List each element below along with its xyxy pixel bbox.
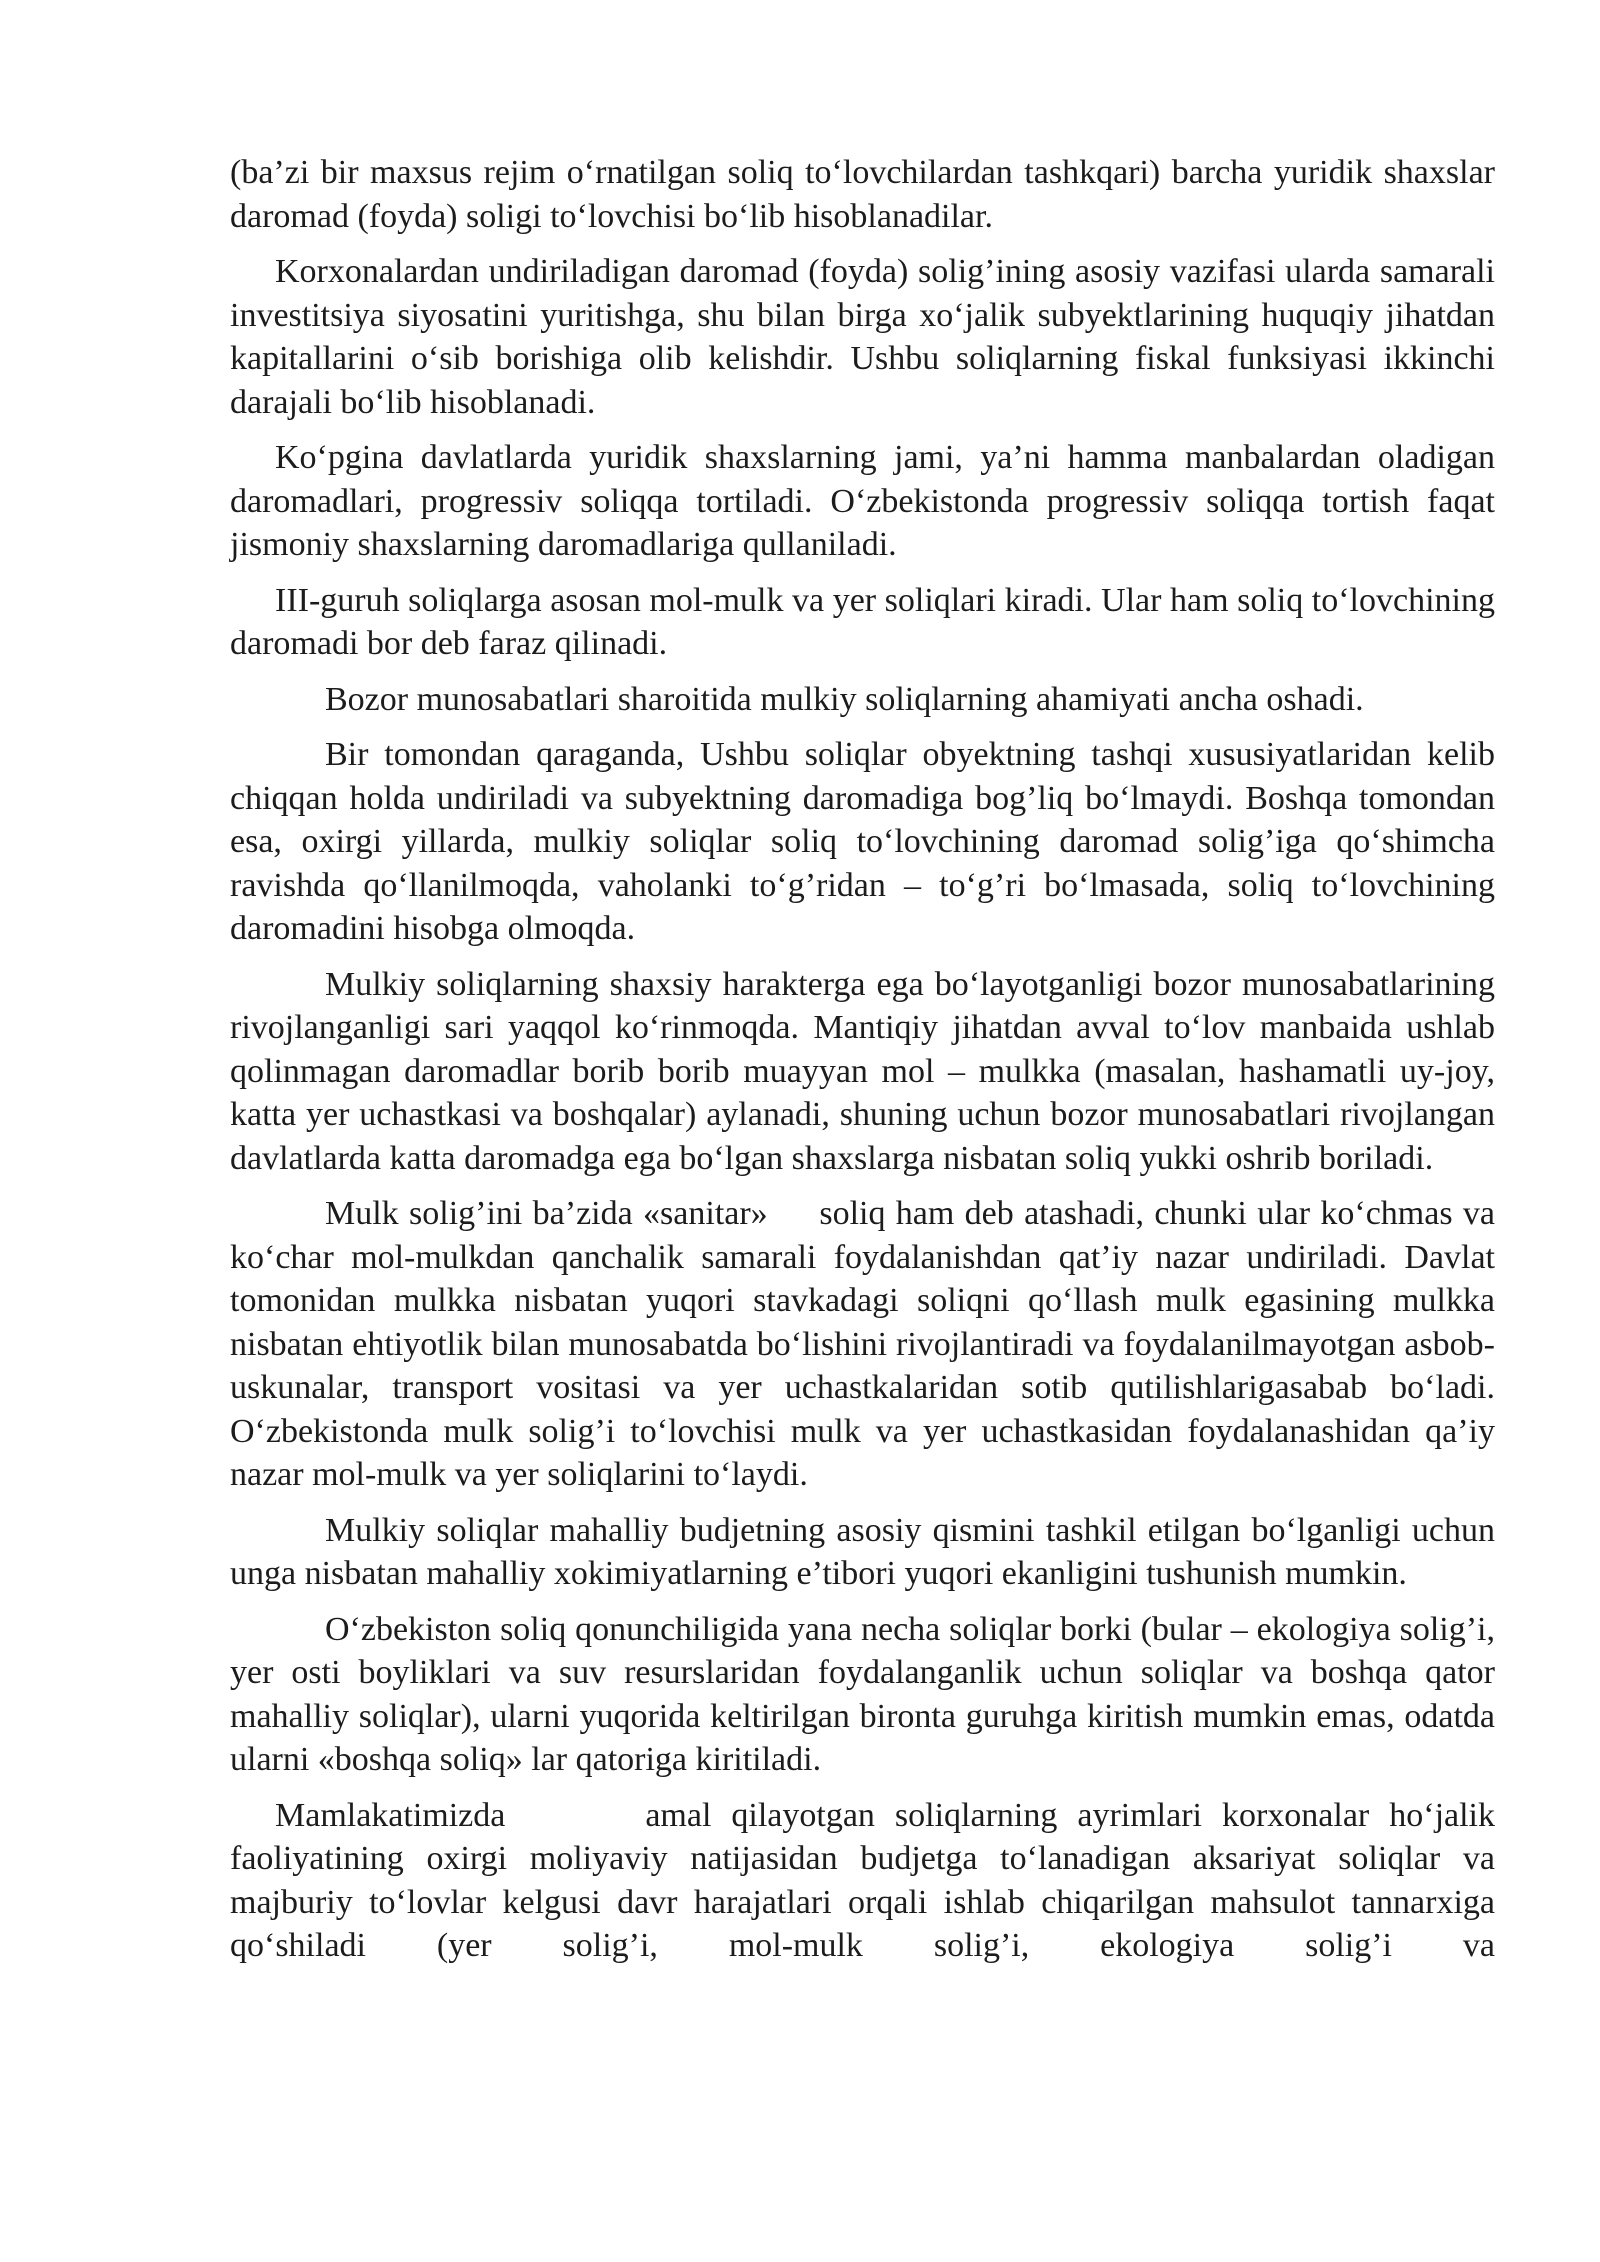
paragraph-10: O‘zbekiston soliq qonunchiligida yana necha soliqlar borki (bular – ekologiya solig’i, yer osti boyliklari va suv resurslaridan foydalanganlik uchun soliqlar va boshqa qator mahalliy soliqlar), ularni yuqorida keltirilgan bironta guruhga kiritish mumkin emas, odatda ularni «boshqa soliq» lar qatoriga kiritiladi. (230, 1610, 1495, 1778)
paragraph-11: Mamlakatimizda amal qilayotgan soliqlarning ayrimlari korxonalar ho‘jalik faoliyatining oxirgi moliyaviy natijasidan budjetga to‘lanadigan aksariyat soliqlar va majburiy to‘lovlar kelgusi davr harajatlari orqali ishlab chiqarilgan mahsulot tannarxiga qo‘shiladi (yer solig’i, mol-mulk solig’i, ekologiya solig’i va (230, 1796, 1504, 1964)
paragraph-9: Mulkiy soliqlar mahalliy budjetning asosiy qismini tashkil etilgan bo‘lganligi uchun unga nisbatan mahalliy xokimiyatlarning e’tibori yuqori ekanligini tushunish mumkin. (230, 1511, 1495, 1592)
paragraph-1: (ba’zi bir maxsus rejim o‘rnatilgan soliq to‘lovchilardan tashkqari) barcha yuridik shaxslar daromad (foyda) soligi to‘lovchisi bo‘lib hisoblanadilar. (230, 154, 1495, 235)
paragraph-2: Korxonalardan undiriladigan daromad (foyda) solig’ining asosiy vazifasi ularda samarali investitsiya siyosatini yuritishga, shu bilan birga xo‘jalik subyektlarining huquqiy jihatdan kapitallarini o‘sib borishiga olib kelishdir. Ushbu soliqlarning fiskal funksiyasi ikkinchi darajali bo‘lib hisoblanadi. (230, 253, 1495, 421)
document-page (230, 151, 1504, 1968)
paragraph-5: Bozor munosabatlari sharoitida mulkiy soliqlarning ahamiyati ancha oshadi. (325, 680, 1364, 718)
paragraph-6: Bir tomondan qaraganda, Ushbu soliqlar obyektning tashqi xususiyatlaridan kelib chiqqan holda undiriladi va subyektning daromadiga bog’liq bo‘lmaydi. Boshqa tomondan esa, oxirgi yillarda, mulkiy soliqlar soliq to‘lovchining daromad solig’iga qo‘shimcha ravishda qo‘llanilmoqda, vaholanki to‘g’ridan – to‘g’ri bo‘lmasada, soliq to‘lovchining daromadini hisobga olmoqda. (230, 736, 1495, 947)
paragraph-7: Mulkiy soliqlarning shaxsiy harakterga ega bo‘layotganligi bozor munosabatlarining rivojlanganligi sari yaqqol ko‘rinmoqda. Mantiqiy jihatdan avval to‘lov manbaida ushlab qolinmagan daromadlar borib borib muayyan mol – mulkka (masalan, hashamatli uy-joy, katta yer uchastkasi va boshqalar) aylanadi, shuning uchun bozor munosabatlari rivojlangan davlatlarda katta daromadga ega bo‘lgan shaxslarga nisbatan soliq yukki oshrib boriladi. (230, 965, 1495, 1177)
paragraph-3: Ko‘pgina davlatlarda yuridik shaxslarning jami, ya’ni hamma manbalardan oladigan daromadlari, progressiv soliqqa tortiladi. O‘zbekistonda progressiv soliqqa tortish faqat jismoniy shaxslarning daromadlariga qullaniladi. (230, 439, 1495, 563)
paragraph-8: Mulk solig’ini ba’zida «sanitar» soliq ham deb atashadi, chunki ular ko‘chmas va ko‘char mol-mulkdan qanchalik samarali foydalanishdan qat’iy nazar undiriladi. Davlat tomonidan mulkka nisbatan yuqori stavkadagi soliqni qo‘llash mulk egasining mulkka nisbatan ehtiyotlik bilan munosabatda bo‘lishini rivojlantiradi va foydalanilmayotgan asbob-uskunalar, transport vositasi va yer uchastkalaridan sotib qutilishlarigasabab bo‘ladi. O‘zbekistonda mulk solig’i to‘lovchisi mulk va yer uchastkasidan foydalanashidan qa’iy nazar mol-mulk va yer soliqlarini to‘laydi. (230, 1195, 1504, 1493)
paragraph-4: III-guruh soliqlarga asosan mol-mulk va yer soliqlari kiradi. Ular ham soliq to‘lovchining daromadi bor deb faraz qilinadi. (230, 581, 1495, 662)
